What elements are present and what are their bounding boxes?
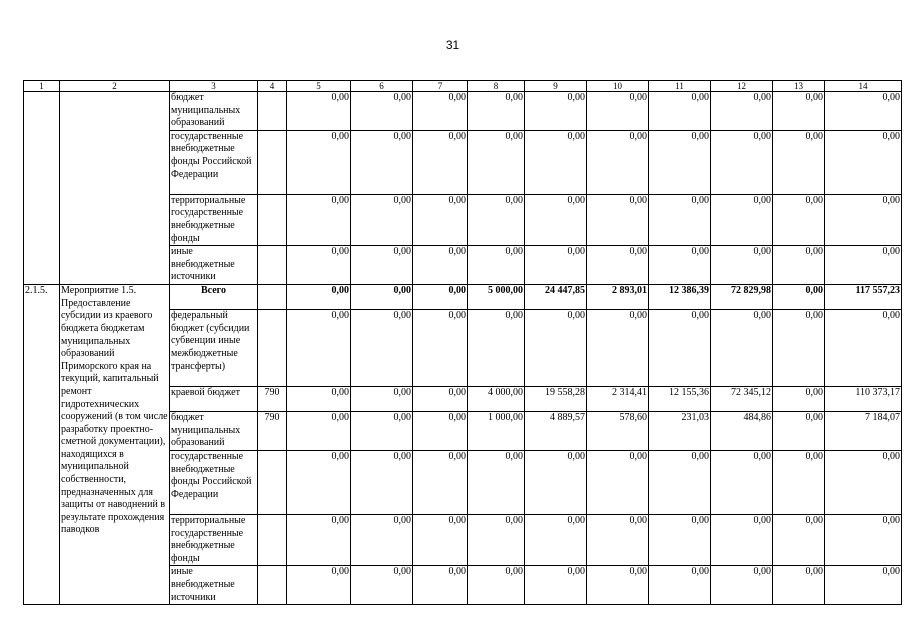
value-cell: 0,00	[468, 566, 525, 605]
value-cell: 0,00	[711, 194, 773, 245]
funding-source-cell: территориальные государственные внебюджетные фонды	[170, 194, 258, 245]
value-cell: 0,00	[773, 450, 825, 514]
value-cell: 0,00	[413, 450, 468, 514]
table-row	[24, 92, 902, 131]
value-cell: 0,00	[649, 92, 711, 131]
value-cell: 0,00	[649, 194, 711, 245]
value-cell: 0,00	[825, 566, 902, 605]
value-cell: 0,00	[825, 246, 902, 285]
value-cell: 0,00	[587, 246, 649, 285]
value-cell: 231,03	[649, 412, 711, 451]
value-cell: 0,00	[413, 246, 468, 285]
value-cell: 0,00	[525, 92, 587, 131]
code-cell	[258, 514, 287, 565]
value-cell: 0,00	[711, 130, 773, 194]
code-cell: 790	[258, 387, 287, 412]
value-cell: 19 558,28	[525, 387, 587, 412]
value-cell: 72 829,98	[711, 285, 773, 310]
value-cell: 0,00	[413, 566, 468, 605]
value-cell: 0,00	[649, 514, 711, 565]
column-number: 11	[649, 81, 711, 92]
column-number: 9	[525, 81, 587, 92]
value-cell: 0,00	[711, 514, 773, 565]
column-number: 4	[258, 81, 287, 92]
measure-description: Мероприятие 1.5. Предоставление субсидии из краевого бюджета бюджетам муниципальных образований Приморского края на текущий, капитальный ремонт гидротехнических сооружений (в том числе разработку проектно-сметной документации), находящихся в муниципальной собственности, предназначенных для защиты от наводнений в результате прохождения паводков	[60, 285, 170, 605]
value-cell: 0,00	[773, 387, 825, 412]
column-number: 3	[170, 81, 258, 92]
value-cell: 4 000,00	[468, 387, 525, 412]
funding-source-cell: территориальные государственные внебюджетные фонды	[170, 514, 258, 565]
value-cell: 484,86	[711, 412, 773, 451]
value-cell: 2 893,01	[587, 285, 649, 310]
value-cell: 0,00	[587, 194, 649, 245]
value-cell: 0,00	[413, 387, 468, 412]
value-cell: 2 314,41	[587, 387, 649, 412]
value-cell: 0,00	[287, 130, 351, 194]
value-cell: 0,00	[351, 387, 413, 412]
code-cell	[258, 285, 287, 310]
page-number: 31	[445, 38, 460, 52]
funding-source-cell: государственные внебюджетные фонды Российской Федерации	[170, 450, 258, 514]
value-cell: 0,00	[525, 514, 587, 565]
value-cell: 7 184,07	[825, 412, 902, 451]
value-cell: 0,00	[711, 92, 773, 131]
code-cell	[258, 310, 287, 387]
value-cell: 0,00	[773, 566, 825, 605]
financing-table	[23, 80, 902, 605]
value-cell: 0,00	[587, 566, 649, 605]
value-cell: 0,00	[468, 194, 525, 245]
value-cell: 0,00	[825, 514, 902, 565]
value-cell: 0,00	[413, 310, 468, 387]
code-cell: 790	[258, 412, 287, 451]
value-cell: 0,00	[649, 450, 711, 514]
column-number: 12	[711, 81, 773, 92]
value-cell: 0,00	[773, 412, 825, 451]
value-cell: 0,00	[825, 310, 902, 387]
value-cell: 0,00	[351, 285, 413, 310]
value-cell: 0,00	[825, 194, 902, 245]
value-cell: 0,00	[468, 130, 525, 194]
value-cell: 0,00	[287, 310, 351, 387]
funding-source-cell: иные внебюджетные источники	[170, 246, 258, 285]
value-cell: 0,00	[413, 412, 468, 451]
value-cell: 72 345,12	[711, 387, 773, 412]
value-cell: 0,00	[525, 246, 587, 285]
value-cell: 0,00	[287, 566, 351, 605]
value-cell: 0,00	[351, 514, 413, 565]
column-number: 2	[60, 81, 170, 92]
value-cell: 24 447,85	[525, 285, 587, 310]
value-cell: 0,00	[711, 310, 773, 387]
value-cell: 110 373,17	[825, 387, 902, 412]
value-cell: 0,00	[649, 130, 711, 194]
value-cell: 0,00	[773, 194, 825, 245]
value-cell: 0,00	[468, 310, 525, 387]
value-cell: 0,00	[773, 285, 825, 310]
value-cell: 0,00	[773, 92, 825, 131]
funding-source-cell: федеральный бюджет (субсидии субвенции иные межбюджетные трансферты)	[170, 310, 258, 387]
value-cell: 4 889,57	[525, 412, 587, 451]
value-cell: 0,00	[773, 246, 825, 285]
value-cell: 0,00	[649, 566, 711, 605]
value-cell: 0,00	[587, 450, 649, 514]
value-cell: 0,00	[351, 310, 413, 387]
value-cell: 0,00	[711, 450, 773, 514]
column-number: 8	[468, 81, 525, 92]
value-cell: 578,60	[587, 412, 649, 451]
code-cell	[258, 92, 287, 131]
value-cell: 0,00	[587, 514, 649, 565]
value-cell: 0,00	[287, 285, 351, 310]
value-cell: 0,00	[413, 514, 468, 565]
value-cell: 0,00	[773, 310, 825, 387]
funding-source-cell: государственные внебюджетные фонды Российской Федерации	[170, 130, 258, 194]
value-cell: 0,00	[351, 412, 413, 451]
description-cell	[60, 92, 170, 285]
value-cell: 0,00	[525, 130, 587, 194]
value-cell: 0,00	[825, 130, 902, 194]
value-cell: 0,00	[525, 566, 587, 605]
value-cell: 0,00	[351, 566, 413, 605]
code-cell	[258, 246, 287, 285]
value-cell: 0,00	[351, 130, 413, 194]
value-cell: 0,00	[413, 92, 468, 131]
value-cell: 0,00	[287, 246, 351, 285]
column-number: 7	[413, 81, 468, 92]
value-cell: 0,00	[525, 450, 587, 514]
value-cell: 0,00	[287, 412, 351, 451]
value-cell: 0,00	[351, 246, 413, 285]
value-cell: 117 557,23	[825, 285, 902, 310]
header-row	[24, 81, 902, 92]
funding-source-cell: Всего	[170, 285, 258, 310]
value-cell: 0,00	[413, 130, 468, 194]
column-number: 10	[587, 81, 649, 92]
funding-source-cell: бюджет муниципальных образований	[170, 92, 258, 131]
column-number: 13	[773, 81, 825, 92]
value-cell: 12 386,39	[649, 285, 711, 310]
value-cell: 0,00	[773, 514, 825, 565]
value-cell: 0,00	[468, 92, 525, 131]
value-cell: 0,00	[525, 194, 587, 245]
value-cell: 0,00	[287, 387, 351, 412]
value-cell: 0,00	[468, 246, 525, 285]
measure-number: 2.1.5.	[24, 285, 60, 605]
value-cell: 0,00	[587, 130, 649, 194]
funding-source-cell: иные внебюджетные источники	[170, 566, 258, 605]
value-cell: 0,00	[413, 285, 468, 310]
table-row	[24, 285, 902, 310]
column-number: 6	[351, 81, 413, 92]
row-number-cell	[24, 92, 60, 285]
value-cell: 0,00	[825, 450, 902, 514]
funding-source-cell: бюджет муниципальных образований	[170, 412, 258, 451]
value-cell: 0,00	[351, 92, 413, 131]
value-cell: 0,00	[287, 194, 351, 245]
value-cell: 0,00	[287, 450, 351, 514]
value-cell: 0,00	[711, 566, 773, 605]
value-cell: 12 155,36	[649, 387, 711, 412]
value-cell: 0,00	[287, 514, 351, 565]
code-cell	[258, 450, 287, 514]
column-number: 5	[287, 81, 351, 92]
value-cell: 0,00	[587, 92, 649, 131]
value-cell: 1 000,00	[468, 412, 525, 451]
value-cell: 0,00	[468, 450, 525, 514]
column-number: 14	[825, 81, 902, 92]
funding-source-cell: краевой бюджет	[170, 387, 258, 412]
value-cell: 0,00	[587, 310, 649, 387]
value-cell: 0,00	[773, 130, 825, 194]
value-cell: 0,00	[287, 92, 351, 131]
value-cell: 0,00	[351, 450, 413, 514]
value-cell: 0,00	[825, 92, 902, 131]
value-cell: 0,00	[649, 246, 711, 285]
value-cell: 0,00	[468, 514, 525, 565]
value-cell: 0,00	[413, 194, 468, 245]
code-cell	[258, 130, 287, 194]
column-number: 1	[24, 81, 60, 92]
code-cell	[258, 194, 287, 245]
value-cell: 0,00	[525, 310, 587, 387]
value-cell: 0,00	[649, 310, 711, 387]
value-cell: 0,00	[351, 194, 413, 245]
value-cell: 5 000,00	[468, 285, 525, 310]
code-cell	[258, 566, 287, 605]
value-cell: 0,00	[711, 246, 773, 285]
